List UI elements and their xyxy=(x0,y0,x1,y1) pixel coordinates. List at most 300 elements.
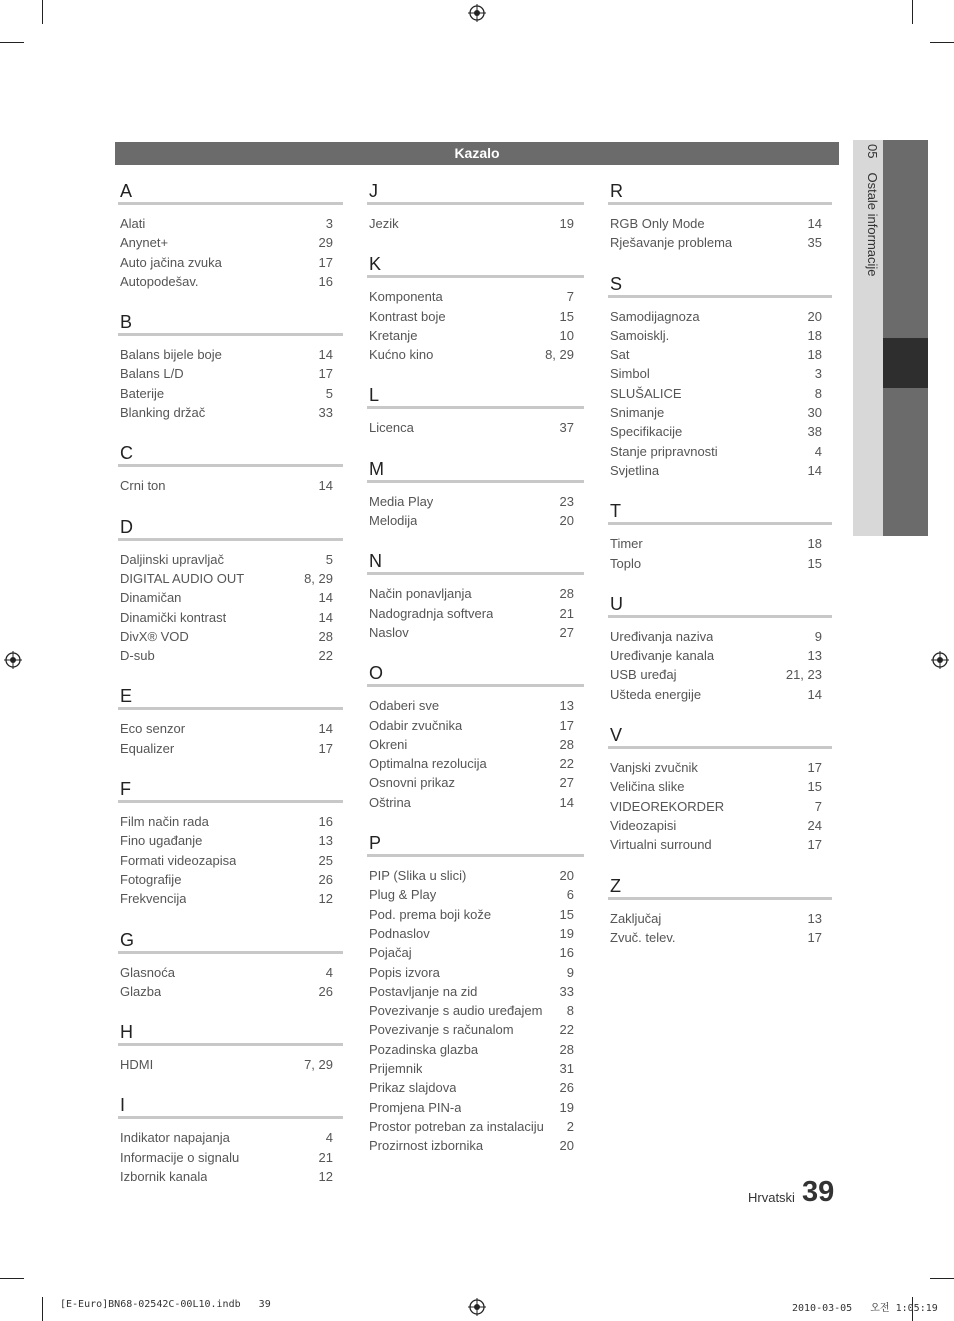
section-letter: F xyxy=(118,778,343,803)
index-page-ref: 5 xyxy=(325,551,333,567)
crop-mark xyxy=(930,42,954,43)
index-term: Podnaslov xyxy=(369,925,430,941)
index-entry xyxy=(367,963,584,982)
index-term: Indikator napajanja xyxy=(120,1130,230,1146)
index-page-ref: 14 xyxy=(807,216,822,231)
index-page-ref: 8, 29 xyxy=(545,347,574,363)
index-term: SLUŠALICE xyxy=(610,385,682,401)
index-entry xyxy=(367,885,584,904)
crop-mark xyxy=(930,1278,954,1279)
index-term: Autopodešav. xyxy=(120,273,199,289)
index-page-ref: 20 xyxy=(807,308,822,324)
index-term: Auto jačina zvuka xyxy=(120,254,222,270)
index-term: Odaberi sve xyxy=(369,698,440,714)
index-page-ref: 13 xyxy=(318,833,333,849)
index-page-ref: 15 xyxy=(807,555,822,571)
index-term: Anynet+ xyxy=(120,235,169,251)
index-page-ref: 4 xyxy=(325,1130,333,1146)
registration-mark-icon xyxy=(4,651,22,669)
index-section xyxy=(608,593,832,704)
index-term: Izbornik kanala xyxy=(120,1169,208,1185)
index-entry xyxy=(608,646,832,665)
section-letter: K xyxy=(367,253,584,278)
index-section xyxy=(608,180,832,253)
index-section xyxy=(367,253,584,364)
index-page-ref: 16 xyxy=(318,814,333,830)
index-entry xyxy=(367,492,584,511)
index-entry xyxy=(118,739,343,758)
index-entry xyxy=(118,233,343,252)
index-entry xyxy=(608,797,832,816)
index-term: Optimalna rezolucija xyxy=(369,756,487,772)
index-term: Formati videozapisa xyxy=(120,852,237,868)
index-column-1 xyxy=(118,180,343,1206)
index-page-ref: 13 xyxy=(559,698,574,714)
index-term: Alati xyxy=(120,216,146,231)
index-term: Uređivanje kanala xyxy=(610,648,715,664)
index-entry xyxy=(608,909,832,928)
index-page-ref: 33 xyxy=(559,983,574,999)
index-entry xyxy=(608,233,832,252)
section-letter: C xyxy=(118,442,343,467)
index-term: Prijemnik xyxy=(369,1061,423,1077)
index-entry xyxy=(118,1148,343,1167)
registration-mark-icon xyxy=(468,1298,486,1316)
index-entry xyxy=(367,511,584,530)
index-term: Promjena PIN-a xyxy=(369,1099,462,1115)
index-page-ref: 18 xyxy=(807,347,822,363)
section-letter: B xyxy=(118,311,343,336)
section-letter: E xyxy=(118,685,343,710)
index-term: Fino ugađanje xyxy=(120,833,203,849)
index-term: Balans L/D xyxy=(120,366,184,382)
section-letter: T xyxy=(608,500,832,525)
index-entry xyxy=(118,345,343,364)
index-page-ref: 12 xyxy=(318,1169,333,1185)
index-entry xyxy=(118,608,343,627)
crop-mark xyxy=(42,1297,43,1321)
index-term: Snimanje xyxy=(610,405,665,421)
index-term: HDMI xyxy=(120,1057,154,1073)
crop-mark xyxy=(912,0,913,24)
index-page-ref: 19 xyxy=(559,216,574,231)
index-term: Uređivanja naziva xyxy=(610,628,714,644)
index-term: Baterije xyxy=(120,385,165,401)
index-section xyxy=(118,929,343,1002)
section-letter: L xyxy=(367,384,584,409)
section-letter: D xyxy=(118,516,343,541)
index-entry xyxy=(118,1128,343,1147)
index-page-ref: 3 xyxy=(325,216,333,231)
index-page-ref: 29 xyxy=(318,235,333,251)
index-page-ref: 7 xyxy=(814,798,822,814)
index-page-ref: 30 xyxy=(807,405,822,421)
index-page-ref: 16 xyxy=(318,273,333,289)
index-page-ref: 22 xyxy=(559,756,574,772)
index-page-ref: 17 xyxy=(318,366,333,382)
index-term: Media Play xyxy=(369,493,434,509)
chapter-number: 05 xyxy=(865,144,880,159)
index-section xyxy=(367,662,584,812)
index-term: Dinamički kontrast xyxy=(120,609,227,625)
index-entry xyxy=(118,870,343,889)
index-entry xyxy=(367,696,584,715)
index-entry xyxy=(367,754,584,773)
index-entry xyxy=(608,326,832,345)
section-letter: Z xyxy=(608,875,832,900)
index-term: RGB Only Mode xyxy=(610,216,705,231)
index-entry xyxy=(367,584,584,603)
section-letter: O xyxy=(367,662,584,687)
index-entry xyxy=(118,982,343,1001)
index-term: Balans bijele boje xyxy=(120,347,222,363)
index-entry xyxy=(118,812,343,831)
index-term: Veličina slike xyxy=(610,779,685,795)
index-entry xyxy=(608,534,832,553)
index-entry xyxy=(118,889,343,908)
index-term: Blanking držač xyxy=(120,405,206,421)
index-page-ref: 27 xyxy=(559,775,574,791)
index-entry xyxy=(367,1001,584,1020)
index-page-ref: 20 xyxy=(559,868,574,884)
index-term: Okreni xyxy=(369,736,408,752)
index-page-ref: 21 xyxy=(318,1149,333,1165)
section-letter: V xyxy=(608,724,832,749)
index-entry xyxy=(367,1059,584,1078)
index-entry xyxy=(118,214,343,233)
index-section xyxy=(118,442,343,495)
index-page-ref: 18 xyxy=(807,327,822,343)
index-entry xyxy=(367,1040,584,1059)
index-term: Odabir zvučnika xyxy=(369,717,463,733)
index-entry xyxy=(367,345,584,364)
index-page-ref: 18 xyxy=(807,536,822,552)
index-term: Plug & Play xyxy=(369,887,437,903)
index-entry xyxy=(367,1098,584,1117)
index-term: Jezik xyxy=(369,216,399,231)
index-term: Povezivanje s računalom xyxy=(369,1022,514,1038)
index-entry xyxy=(118,646,343,665)
index-page-ref: 37 xyxy=(559,420,574,436)
index-page-ref: 13 xyxy=(807,648,822,664)
index-page-ref: 17 xyxy=(559,717,574,733)
index-term: Popis izvora xyxy=(369,964,440,980)
index-term: Samodijagnoza xyxy=(610,308,700,324)
index-term: Kontrast boje xyxy=(369,308,446,324)
index-entry xyxy=(367,773,584,792)
index-entry xyxy=(367,735,584,754)
index-term: Virtualni surround xyxy=(610,837,712,853)
index-term: Dinamičan xyxy=(120,590,182,606)
index-term: Pod. prema boji kože xyxy=(369,906,492,922)
index-entry xyxy=(118,1167,343,1186)
index-entry xyxy=(608,384,832,403)
index-page-ref: 14 xyxy=(318,347,333,363)
index-term: Ušteda energije xyxy=(610,686,702,702)
index-term: Svjetlina xyxy=(610,462,660,478)
index-page-ref: 26 xyxy=(318,983,333,999)
index-section xyxy=(608,724,832,854)
index-entry xyxy=(608,214,832,233)
index-entry xyxy=(118,272,343,291)
index-term: Crni ton xyxy=(120,478,166,494)
index-entry xyxy=(118,569,343,588)
index-page-ref: 15 xyxy=(807,779,822,795)
index-page-ref: 21, 23 xyxy=(785,667,822,683)
index-page-ref: 27 xyxy=(559,624,574,640)
side-tab-marker xyxy=(883,338,928,388)
index-page-ref: 17 xyxy=(807,837,822,853)
index-page-ref: 26 xyxy=(559,1080,574,1096)
index-page-ref: 19 xyxy=(559,925,574,941)
index-term: Povezivanje s audio uređajem xyxy=(369,1003,543,1019)
section-letter: J xyxy=(367,180,584,205)
index-term: Vanjski zvučnik xyxy=(610,760,698,776)
index-term: Simbol xyxy=(610,366,650,382)
index-section xyxy=(608,875,832,948)
index-entry xyxy=(118,831,343,850)
index-entry xyxy=(608,685,832,704)
index-page-ref: 24 xyxy=(807,817,822,833)
index-term: Licenca xyxy=(369,420,414,436)
index-term: Videozapisi xyxy=(610,817,677,833)
index-page-ref: 9 xyxy=(814,628,822,644)
index-term: Frekvencija xyxy=(120,891,187,907)
index-entry xyxy=(608,345,832,364)
index-term: Komponenta xyxy=(369,289,443,305)
index-page-ref: 4 xyxy=(325,964,333,980)
index-page-ref: 23 xyxy=(559,493,574,509)
index-term: Osnovni prikaz xyxy=(369,775,455,791)
index-term: Sat xyxy=(610,347,630,363)
index-term: Daljinski upravljač xyxy=(120,551,225,567)
index-entry xyxy=(367,866,584,885)
index-term: Kućno kino xyxy=(369,347,434,363)
index-section xyxy=(367,832,584,1155)
index-page-ref: 14 xyxy=(318,478,333,494)
index-term: Prostor potreban za instalaciju xyxy=(369,1118,544,1134)
index-term: Samoisklj. xyxy=(610,327,670,343)
index-term: Nadogradnja softvera xyxy=(369,605,494,621)
index-term: Pojačaj xyxy=(369,945,412,961)
index-entry xyxy=(118,476,343,495)
index-page-ref: 25 xyxy=(318,852,333,868)
index-term: Melodija xyxy=(369,513,418,529)
section-letter: H xyxy=(118,1021,343,1046)
index-entry xyxy=(367,214,584,233)
index-entry xyxy=(118,719,343,738)
index-entry xyxy=(608,364,832,383)
index-page-ref: 17 xyxy=(807,760,822,776)
section-letter: P xyxy=(367,832,584,857)
index-term: Glazba xyxy=(120,983,162,999)
index-page-ref: 26 xyxy=(318,871,333,887)
index-term: USB uređaj xyxy=(610,667,677,683)
index-entry xyxy=(367,307,584,326)
index-page-ref: 16 xyxy=(559,945,574,961)
index-term: Pozadinska glazba xyxy=(369,1041,479,1057)
crop-mark xyxy=(0,42,24,43)
index-term: Prikaz slajdova xyxy=(369,1080,457,1096)
section-letter: R xyxy=(608,180,832,205)
index-section xyxy=(367,458,584,531)
print-file-info: [E-Euro]BN68-02542C-00L10.indb 39 xyxy=(60,1299,271,1310)
index-page-ref: 5 xyxy=(325,385,333,401)
index-term: DIGITAL AUDIO OUT xyxy=(120,570,245,586)
index-page-ref: 28 xyxy=(559,1041,574,1057)
index-page-ref: 4 xyxy=(814,443,822,459)
index-term: Zvuč. telev. xyxy=(610,929,676,945)
index-entry xyxy=(608,816,832,835)
index-term: Naslov xyxy=(369,624,409,640)
index-page-ref: 20 xyxy=(559,1138,574,1154)
index-term: Kretanje xyxy=(369,327,418,343)
index-section xyxy=(118,778,343,908)
index-page-ref: 2 xyxy=(566,1118,574,1134)
index-entry xyxy=(118,403,343,422)
index-entry xyxy=(367,943,584,962)
section-letter: U xyxy=(608,593,832,618)
index-section xyxy=(367,180,584,233)
index-term: Timer xyxy=(610,536,643,552)
index-page-ref: 13 xyxy=(807,910,822,926)
index-page-ref: 9 xyxy=(566,964,574,980)
index-page-ref: 14 xyxy=(807,686,822,702)
index-entry xyxy=(118,851,343,870)
index-term: Eco senzor xyxy=(120,721,186,737)
index-term: Film način rada xyxy=(120,814,209,830)
index-page-ref: 8 xyxy=(566,1003,574,1019)
index-entry xyxy=(608,422,832,441)
section-letter: A xyxy=(118,180,343,205)
index-column-2 xyxy=(367,180,584,1176)
index-entry xyxy=(367,418,584,437)
index-section xyxy=(118,685,343,758)
index-term: Equalizer xyxy=(120,740,175,756)
index-term: Fotografije xyxy=(120,871,182,887)
index-term: Rješavanje problema xyxy=(610,235,733,251)
index-page-ref: 14 xyxy=(807,462,822,478)
index-term: Način ponavljanja xyxy=(369,586,472,602)
index-section xyxy=(118,1094,343,1186)
index-entry xyxy=(367,982,584,1001)
index-entry xyxy=(118,550,343,569)
print-datetime: 2010-03-05 오전 1:05:19 xyxy=(792,1303,938,1314)
registration-mark-icon xyxy=(931,651,949,669)
index-page-ref: 6 xyxy=(566,887,574,903)
footer-language: Hrvatski xyxy=(748,1190,795,1205)
index-page-ref: 31 xyxy=(559,1061,574,1077)
index-page-ref: 3 xyxy=(814,366,822,382)
index-entry xyxy=(367,1078,584,1097)
index-entry xyxy=(118,253,343,272)
index-page-ref: 17 xyxy=(807,929,822,945)
index-page-ref: 8, 29 xyxy=(304,570,333,586)
index-page-ref: 15 xyxy=(559,308,574,324)
index-entry xyxy=(367,716,584,735)
index-entry xyxy=(118,627,343,646)
index-page-ref: 28 xyxy=(559,586,574,602)
index-page-ref: 14 xyxy=(318,721,333,737)
index-term: Oštrina xyxy=(369,794,411,810)
page-title: Kazalo xyxy=(115,142,839,165)
index-term: VIDEOREKORDER xyxy=(610,798,725,814)
index-term: Informacije o signalu xyxy=(120,1149,240,1165)
index-term: Prozirnost izbornika xyxy=(369,1138,484,1154)
index-page-ref: 14 xyxy=(559,794,574,810)
index-page-ref: 14 xyxy=(318,590,333,606)
section-letter: I xyxy=(118,1094,343,1119)
index-entry xyxy=(118,963,343,982)
index-entry xyxy=(608,307,832,326)
index-section xyxy=(118,311,343,422)
registration-mark-icon xyxy=(468,4,486,22)
index-entry xyxy=(367,623,584,642)
section-letter: S xyxy=(608,273,832,298)
index-term: Glasnoća xyxy=(120,964,175,980)
index-entry xyxy=(367,924,584,943)
index-entry xyxy=(608,928,832,947)
crop-mark xyxy=(42,0,43,24)
index-page-ref: 20 xyxy=(559,513,574,529)
index-term: Specifikacije xyxy=(610,424,683,440)
index-page-ref: 7 xyxy=(566,289,574,305)
chapter-title: Ostale informacije xyxy=(865,172,880,277)
index-section xyxy=(118,1021,343,1074)
index-entry xyxy=(118,384,343,403)
index-entry xyxy=(367,1020,584,1039)
index-page-ref: 28 xyxy=(559,736,574,752)
section-letter: M xyxy=(367,458,584,483)
crop-mark xyxy=(0,1278,24,1279)
index-page-ref: 17 xyxy=(318,254,333,270)
index-page-ref: 7, 29 xyxy=(304,1057,333,1073)
side-tab-label xyxy=(856,144,880,344)
index-entry xyxy=(118,364,343,383)
page-number: 39 xyxy=(802,1176,835,1208)
index-term: D-sub xyxy=(120,648,155,664)
index-page-ref: 14 xyxy=(318,609,333,625)
index-entry xyxy=(367,326,584,345)
index-entry xyxy=(367,1117,584,1136)
index-entry xyxy=(608,627,832,646)
index-page-ref: 8 xyxy=(814,385,822,401)
index-page-ref: 35 xyxy=(807,235,822,251)
index-entry xyxy=(608,777,832,796)
index-entry xyxy=(367,1136,584,1155)
index-entry xyxy=(608,665,832,684)
index-entry xyxy=(608,442,832,461)
index-page-ref: 17 xyxy=(318,740,333,756)
index-page-ref: 33 xyxy=(318,405,333,421)
index-entry xyxy=(367,793,584,812)
index-entry xyxy=(118,588,343,607)
index-entry xyxy=(367,287,584,306)
index-section xyxy=(367,384,584,437)
index-page-ref: 28 xyxy=(318,628,333,644)
index-page-ref: 38 xyxy=(807,424,822,440)
index-page-ref: 21 xyxy=(559,605,574,621)
index-page-ref: 22 xyxy=(318,648,333,664)
index-term: Zaključaj xyxy=(610,910,662,926)
index-entry xyxy=(608,758,832,777)
index-section xyxy=(118,516,343,666)
index-page-ref: 15 xyxy=(559,906,574,922)
index-section xyxy=(608,273,832,481)
index-term: Stanje pripravnosti xyxy=(610,443,718,459)
index-page-ref: 10 xyxy=(559,327,574,343)
index-term: PIP (Slika u slici) xyxy=(369,868,467,884)
